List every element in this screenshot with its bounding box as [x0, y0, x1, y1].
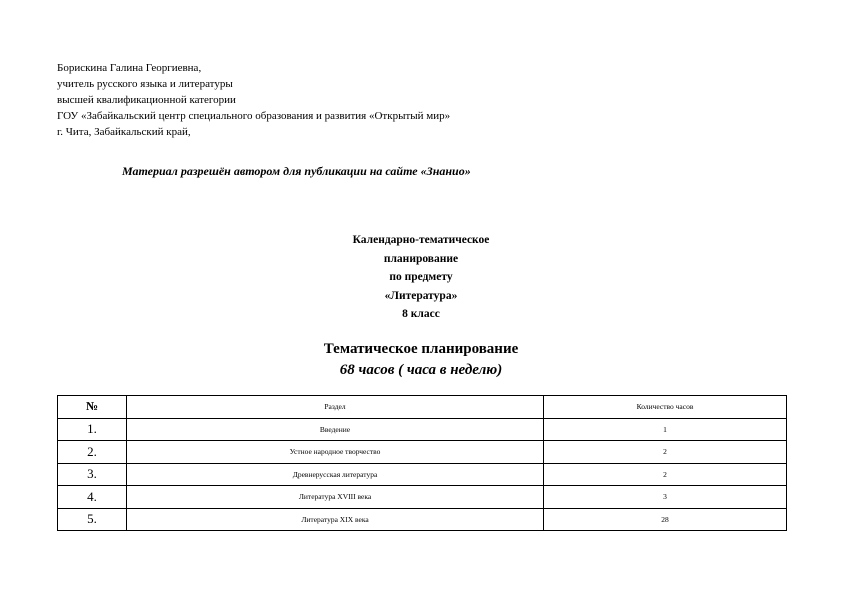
row-hours: 3 [544, 486, 787, 509]
document-title [0, 231, 842, 324]
permission-note: Материал разрешён автором для публикации на сайте «Знанио» [122, 164, 471, 178]
table-row [58, 441, 787, 464]
author-location: г. Чита, Забайкальский край, [57, 126, 191, 138]
title-line-3: по предмету [389, 271, 453, 283]
planning-table [57, 395, 787, 531]
header-hours: Количество часов [544, 396, 787, 419]
row-hours: 1 [544, 418, 787, 441]
row-num: 2. [58, 441, 127, 464]
header-num: № [58, 396, 127, 419]
row-hours: 28 [544, 508, 787, 531]
row-num: 1. [58, 418, 127, 441]
section-subheading: 68 часов ( часа в неделю) [339, 362, 503, 378]
author-organization: ГОУ «Забайкальский центр специального образования и развития «Открытый мир» [57, 110, 451, 122]
row-num: 3. [58, 463, 127, 486]
title-line-5: 8 класс [402, 308, 440, 320]
row-hours: 2 [544, 441, 787, 464]
row-section: Литература XIX века [127, 508, 544, 531]
row-num: 4. [58, 486, 127, 509]
header-section: Раздел [127, 396, 544, 419]
row-num: 5. [58, 508, 127, 531]
author-category: высшей квалификационной категории [57, 94, 236, 106]
title-line-1: Календарно-тематическое [352, 234, 490, 246]
table-row [58, 463, 787, 486]
row-section: Литература XVIII века [127, 486, 544, 509]
table-row [58, 418, 787, 441]
author-name: Борискина Галина Георгиевна, [57, 62, 202, 74]
row-section: Введение [127, 418, 544, 441]
section-heading: Тематическое планирование [323, 341, 519, 357]
author-position: учитель русского языка и литературы [57, 78, 233, 90]
title-line-2: планирование [383, 252, 459, 265]
table-row [58, 508, 787, 531]
row-section: Устное народное творчество [127, 441, 544, 464]
row-hours: 2 [544, 463, 787, 486]
author-info [57, 60, 450, 140]
title-line-4: «Литература» [384, 289, 458, 302]
row-section: Древнерусская литература [127, 463, 544, 486]
table-header-row [58, 396, 787, 419]
table-row [58, 486, 787, 509]
